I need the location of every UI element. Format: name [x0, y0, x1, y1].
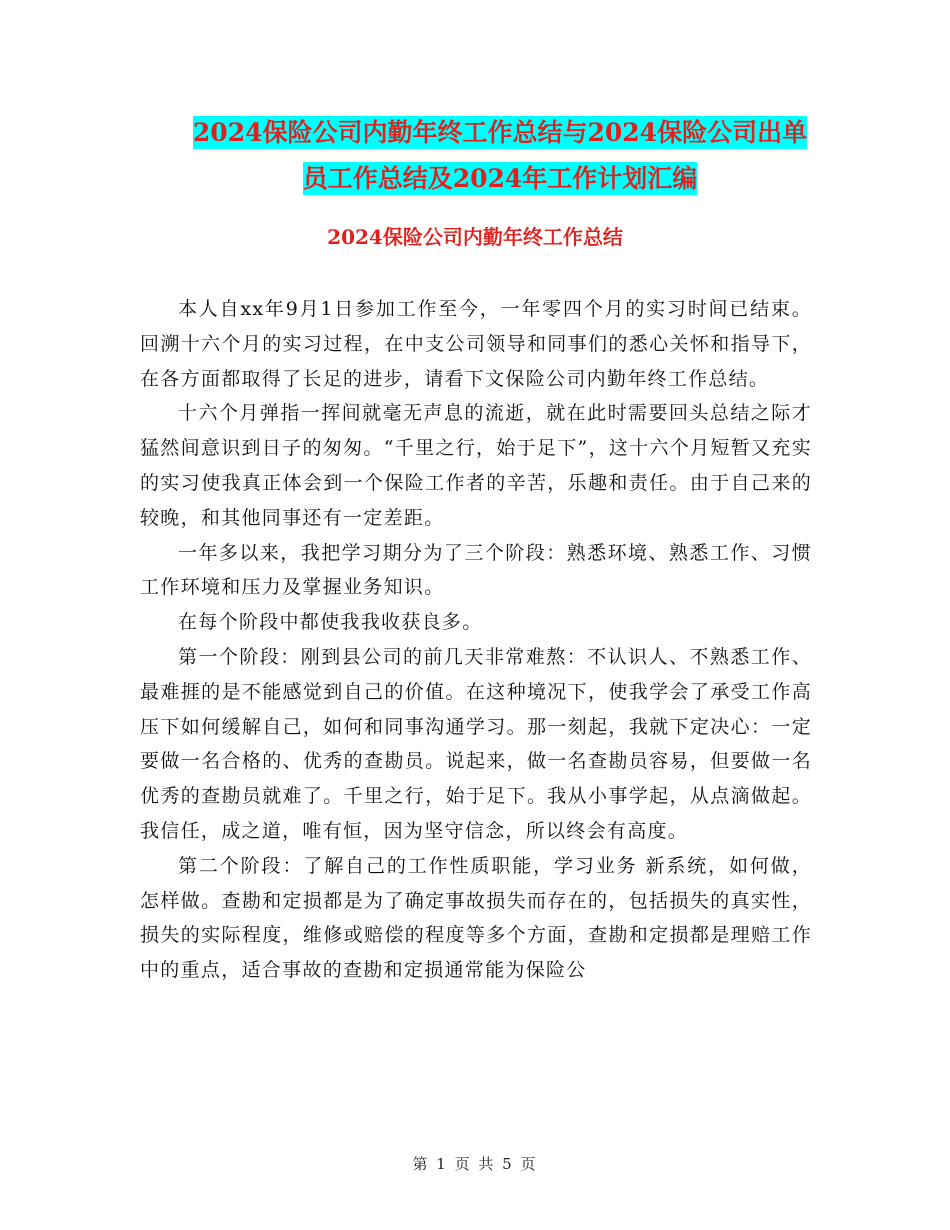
page-footer: 第 1 页 共 5 页	[412, 1155, 538, 1173]
title-line-1: 2024保险公司内勤年终工作总结与2024保险公司出单	[192, 118, 808, 147]
section-title: 2024保险公司内勤年终工作总结	[327, 225, 623, 249]
paragraph-2: 十六个月弹指一挥间就毫无声息的流逝，就在此时需要回头总结之际才猛然间意识到日子的匆匆。“千里之行，始于足下”，这十六个月短暂又充实的实习使我真正体会到一个保险工作者的辛苦，乐趣和责任。由于自己来的较晚，和其他同事还有一定差距。	[140, 402, 812, 529]
paragraph-3: 一年多以来，我把学习期分为了三个阶段：熟悉环境、熟悉工作、习惯工作环境和压力及掌握业务知识。	[140, 541, 812, 599]
document-body	[140, 292, 812, 988]
paragraph-5: 第一个阶段：刚到县公司的前几天非常难熬：不认识人、不熟悉工作、最难捱的是不能感觉到自己的价值。在这种境况下，使我学会了承受工作高压下如何缓解自己，如何和同事沟通学习。那一刻起，我就下定决心：一定要做一名合格的、优秀的查勘员。说起来，做一名查勘员容易，但要做一名优秀的查勘员就难了。千里之行，始于足下。我从小事学起，从点滴做起。我信任，成之道，唯有恒，因为坚守信念，所以终会有高度。	[140, 645, 812, 842]
paragraph-6: 第二个阶段：了解自己的工作性质职能，学习业务 新系统，如何做，怎样做。查勘和定损都是为了确定事故损失而存在的，包括损失的真实性，损失的实际程度，维修或赔偿的程度等多个方面，查勘和定损都是理赔工作中的重点，适合事故的查勘和定损通常能为保险公	[140, 854, 812, 982]
paragraph-1: 本人自xx年9月1日参加工作至今，一年零四个月的实习时间已结束。回溯十六个月的实习过程，在中支公司领导和同事们的悉心关怀和指导下，在各方面都取得了长足的进步，请看下文保险公司内勤年终工作总结。	[140, 298, 812, 390]
title-line-2: 员工作总结及2024年工作计划汇编	[302, 164, 698, 193]
document-title	[120, 110, 880, 202]
paragraph-4: 在每个阶段中都使我我收获良多。	[178, 611, 483, 634]
